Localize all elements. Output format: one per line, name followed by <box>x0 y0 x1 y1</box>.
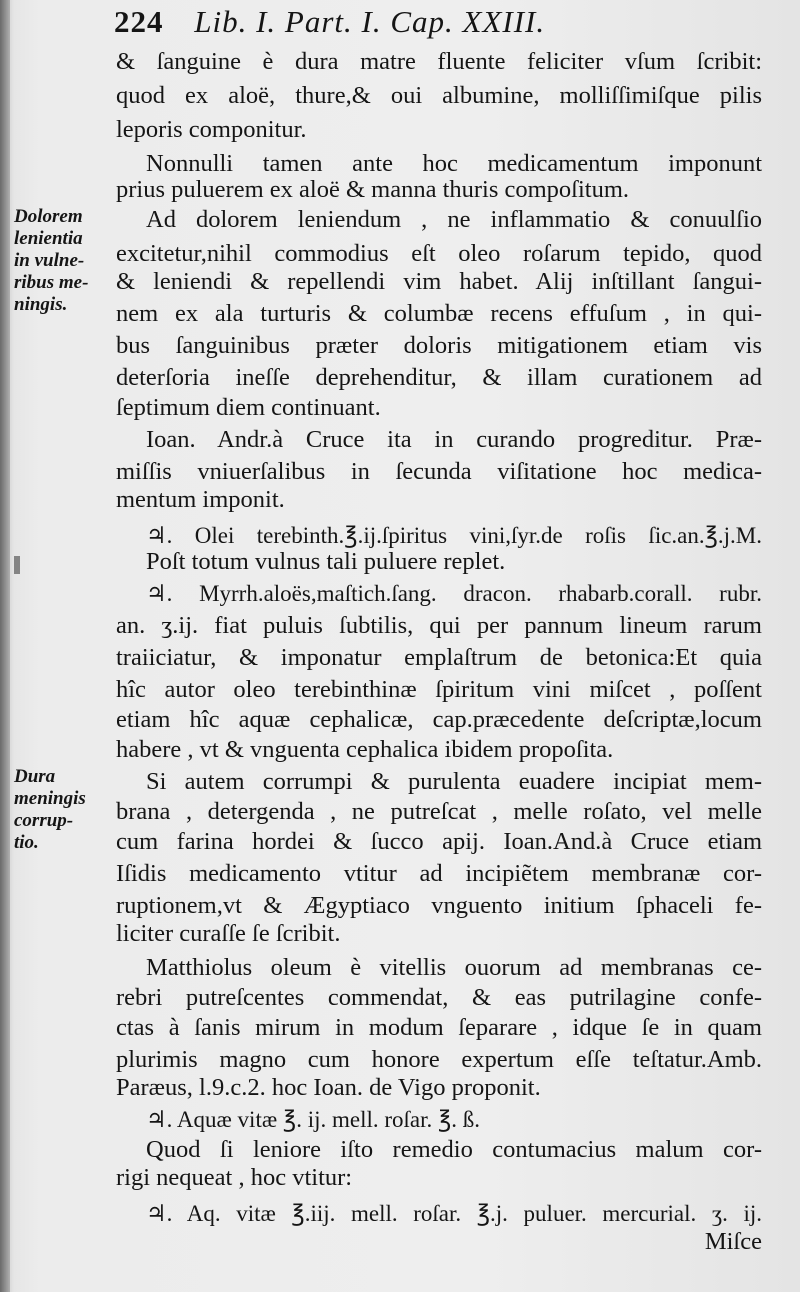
text-line: hîc autor oleo terebinthinæ ſpiritum vini miſcet , poſſent <box>116 676 762 703</box>
page-number: 224 <box>114 4 164 39</box>
text-line: ♃. Aquæ vitæ ℥. ij. mell. roſar. ℥. ß. <box>146 1107 481 1132</box>
margin-note-line: corrup- <box>14 810 74 831</box>
text-line: Iſidis medicamento vtitur ad incipiẽtem membranæ cor- <box>116 860 762 887</box>
text-line: ctas à ſanis mirum in modum ſeparare , idque ſe in quam <box>116 1014 762 1041</box>
text-line: rigi nequeat , hoc vtitur: <box>116 1164 353 1191</box>
text-line: Ad dolorem leniendum , ne inflammatio & conuulſio <box>146 206 762 233</box>
margin-note-line: tio. <box>14 832 39 853</box>
text-line: cum farina hordei & ſucco apij. Ioan.And.à Cruce etiam <box>116 828 762 855</box>
text-line: rebri putreſcentes commendat, & eas putrilagine confe- <box>116 984 762 1011</box>
text-line: Si autem corrumpi & purulenta euadere incipiat mem- <box>146 768 762 795</box>
text-line: brana , detergenda , ne putreſcat , melle roſato, vel melle <box>116 798 762 825</box>
text-line: mentum imponit. <box>116 486 285 513</box>
text-line: nem ex ala turturis & columbæ recens effuſum , in qui- <box>116 300 762 327</box>
text-line: quod ex aloë, thure,& oui albumine, molliſſimiſque pilis <box>116 82 762 109</box>
text-line: Ioan. Andr.à Cruce ita in curando progreditur. Præ- <box>146 426 762 453</box>
text-line: deterſoria ineſſe deprehenditur, & illam curationem ad <box>116 364 762 391</box>
text-line: etiam hîc aquæ cephalicæ, cap.præcedente deſcriptæ,locum <box>116 706 762 733</box>
text-line: prius puluerem ex aloë & manna thuris compoſitum. <box>116 176 630 203</box>
text-line: ♃. Myrrh.aloës,maſtich.ſang. dracon. rhabarb.corall. rubr. <box>146 581 762 606</box>
text-line: & ſanguine è dura matre fluente feliciter vſum ſcribit: <box>116 48 762 75</box>
margin-note-line: in vulne- <box>14 250 85 271</box>
text-line: ♃. Olei terebinth.℥.ij.ſpiritus vini,ſyr.de roſis ſic.an.℥.j.M. <box>146 523 762 548</box>
text-line: ſeptimum diem continuant. <box>116 394 381 421</box>
margin-note-line: ningis. <box>14 294 68 315</box>
text-line: & leniendi & repellendi vim habet. Alij inſtillant ſangui- <box>116 268 762 295</box>
text-line: Quod ſi leniore iſto remedio contumacius malum cor- <box>146 1136 762 1163</box>
margin-note-line: ribus me- <box>14 272 89 293</box>
text-line: traiiciatur, & imponatur emplaſtrum de betonica:Et quia <box>116 644 762 671</box>
text-line: habere , vt & vnguenta cephalica ibidem propoſita. <box>116 736 614 763</box>
text-line: an. ʒ.ij. fiat puluis ſubtilis, qui per pannum lineum rarum <box>116 612 762 639</box>
text-line: plurimis magno cum honore expertum eſſe teſtatur.Amb. <box>116 1046 762 1073</box>
text-line: excitetur,nihil commodius eſt oleo roſarum tepido, quod <box>116 240 762 267</box>
text-line: liciter curaſſe ſe ſcribit. <box>116 920 341 947</box>
margin-note-line: meningis <box>14 788 86 809</box>
text-line: ruptionem,vt & Ægyptiaco vnguento initium ſphaceli fe- <box>116 892 762 919</box>
text-line: Poſt totum vulnus tali puluere replet. <box>146 548 506 575</box>
text-line: bus ſanguinibus præter doloris mitigationem etiam vis <box>116 332 762 359</box>
text-line: Paræus, l.9.c.2. hoc Ioan. de Vigo proponit. <box>116 1074 541 1101</box>
text-line: Nonnulli tamen ante hoc medicamentum imponunt <box>146 150 762 177</box>
text-line: miſſis vniuerſalibus in ſecunda viſitatione hoc medica- <box>116 458 762 485</box>
catchword: Miſce <box>704 1228 762 1255</box>
margin-note-line: Dolorem <box>14 206 83 227</box>
text-line: ♃. Aq. vitæ ℥.iij. mell. roſar. ℥.j. puluer. mercurial. ʒ. ij. <box>146 1201 762 1226</box>
text-line: leporis componitur. <box>116 116 307 143</box>
running-title: Lib. I. Part. I. Cap. XXIII. <box>194 4 546 39</box>
margin-note-line: Dura <box>14 766 56 787</box>
margin-note-line: lenientia <box>14 228 83 249</box>
text-line: Matthiolus oleum è vitellis ouorum ad membranas ce- <box>146 954 762 981</box>
